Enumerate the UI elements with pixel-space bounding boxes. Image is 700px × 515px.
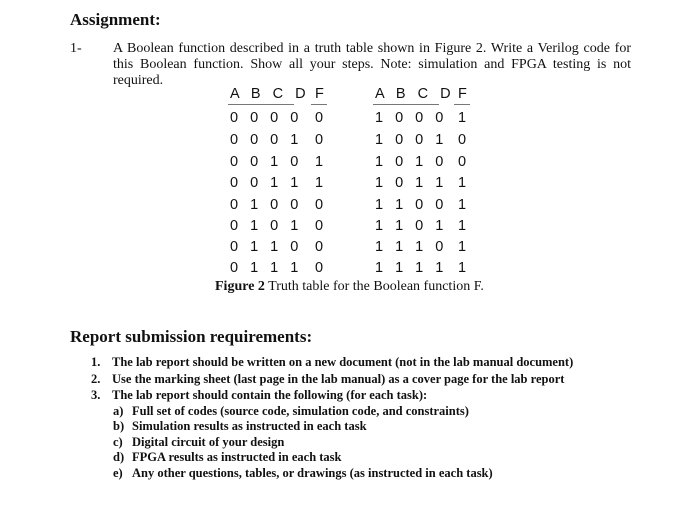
table-row-f: 0 xyxy=(315,197,324,213)
list-item-text: Use the marking sheet (last page in the lab manual) as a cover page for the lab report xyxy=(112,372,565,386)
table-row-inputs: 0 0 0 0 xyxy=(230,110,303,126)
header-f-left: F xyxy=(315,86,324,102)
list-item-text: The lab report should be written on a new document (not in the lab manual document) xyxy=(112,355,574,369)
table-row-inputs: 1 0 0 1 xyxy=(375,132,448,148)
table-row-f: 1 xyxy=(458,197,467,213)
sub-item-letter: d) xyxy=(113,450,125,464)
sub-item-letter: a) xyxy=(113,404,124,418)
header-rule-right xyxy=(373,104,439,105)
table-row-f: 0 xyxy=(458,154,467,170)
table-row-inputs: 1 0 1 0 xyxy=(375,154,448,170)
table-row-f: 0 xyxy=(315,218,324,234)
header-rule-f-right xyxy=(454,104,470,105)
table-row-f: 1 xyxy=(458,239,467,255)
sub-item-letter: c) xyxy=(113,435,123,449)
header-f-right: F xyxy=(458,86,467,102)
sub-item-text: Digital circuit of your design xyxy=(132,435,285,449)
table-row-f: 0 xyxy=(315,239,324,255)
sub-item-letter: e) xyxy=(113,466,123,480)
sub-item-text: FPGA results as instructed in each task xyxy=(132,450,342,464)
table-row-inputs: 0 0 0 1 xyxy=(230,132,303,148)
table-row-inputs: 0 1 1 0 xyxy=(230,239,303,255)
table-row-inputs: 1 1 1 1 xyxy=(375,260,448,276)
header-rule-f-left xyxy=(311,104,327,105)
table-row-inputs: 1 0 0 0 xyxy=(375,110,448,126)
table-row-inputs: 0 0 1 0 xyxy=(230,154,303,170)
question-text: A Boolean function described in a truth table shown in Figure 2. Write a Verilog code for this Boolean function. Show all your steps. Note: simulation and FPGA testing is not required. xyxy=(113,41,631,88)
table-row-inputs: 0 1 1 1 xyxy=(230,260,303,276)
sub-item-text: Simulation results as instructed in each task xyxy=(132,419,367,433)
table-row-f: 1 xyxy=(315,175,324,191)
table-row-inputs: 0 0 1 1 xyxy=(230,175,303,191)
sub-item-text: Any other questions, tables, or drawings (as instructed in each task) xyxy=(132,466,493,480)
list-item-text: The lab report should contain the following (for each task): xyxy=(112,388,428,402)
table-row-f: 1 xyxy=(315,154,324,170)
table-row-inputs: 1 1 0 1 xyxy=(375,218,448,234)
table-row-f: 0 xyxy=(315,110,324,126)
header-inputs-right: A B C D xyxy=(375,86,455,102)
table-row-f: 0 xyxy=(458,132,467,148)
table-row-f: 1 xyxy=(458,175,467,191)
table-row-inputs: 0 1 0 1 xyxy=(230,218,303,234)
figure-caption-text: Truth table for the Boolean function F. xyxy=(264,279,484,294)
list-item-number: 2. xyxy=(91,372,101,386)
table-row-inputs: 1 0 1 1 xyxy=(375,175,448,191)
list-item-number: 1. xyxy=(91,355,101,369)
question-number: 1- xyxy=(70,41,82,56)
sub-item-letter: b) xyxy=(113,419,125,433)
table-row-f: 1 xyxy=(458,218,467,234)
report-heading: Report submission requirements: xyxy=(70,327,313,346)
table-row-f: 0 xyxy=(315,132,324,148)
table-row-f: 1 xyxy=(458,260,467,276)
figure-label: Figure 2 xyxy=(215,279,265,294)
figure-caption xyxy=(215,279,484,295)
table-row-f: 0 xyxy=(315,260,324,276)
table-row-inputs: 0 1 0 0 xyxy=(230,197,303,213)
list-item-number: 3. xyxy=(91,388,101,402)
header-rule-left xyxy=(228,104,294,105)
sub-item-text: Full set of codes (source code, simulation code, and constraints) xyxy=(132,404,469,418)
table-row-f: 1 xyxy=(458,110,467,126)
assignment-heading: Assignment: xyxy=(70,10,161,29)
header-inputs-left: A B C D xyxy=(230,86,310,102)
table-row-inputs: 1 1 0 0 xyxy=(375,197,448,213)
table-row-inputs: 1 1 1 0 xyxy=(375,239,448,255)
